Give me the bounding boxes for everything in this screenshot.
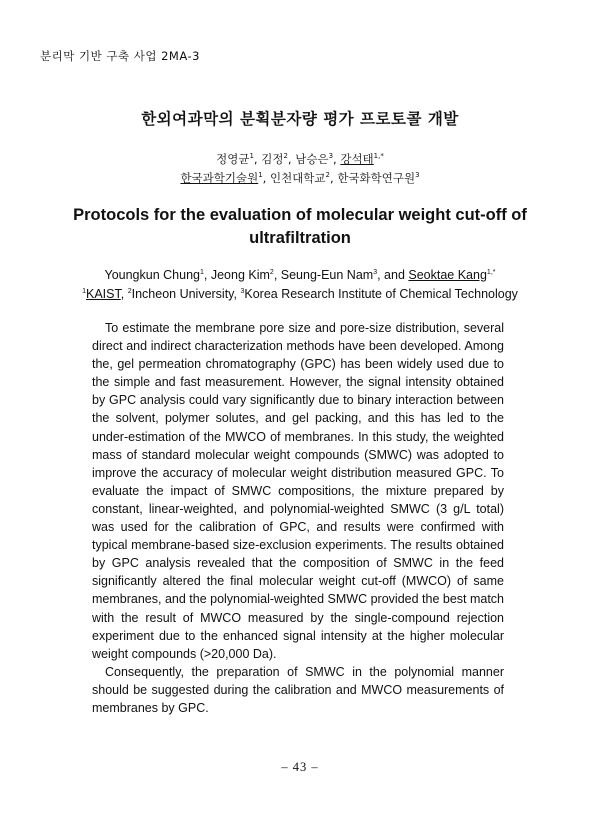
korean-title: 한외여과막의 분획분자량 평가 프로토콜 개발	[141, 110, 459, 128]
english-affiliation: $^3$Korea Research Institute of Chemical Technology	[240, 287, 518, 301]
english-author: Jeong Kim$^2$,	[210, 268, 281, 282]
abstract	[92, 319, 504, 717]
english-title: Protocols for the evaluation of molecular weight cut-off of ultrafiltration	[73, 206, 527, 247]
korean-affiliation: 인천대학교$^2$,	[269, 171, 338, 185]
korean-affiliation: 한국화학연구원$^3$	[337, 171, 420, 185]
korean-corresponding-author: 강석태$^{1,*}$	[340, 152, 384, 166]
korean-author: 김정$^2$,	[261, 152, 296, 166]
korean-author: 남승은$^3$,	[295, 152, 341, 166]
english-affiliation-list	[0, 287, 600, 301]
series-header: 분리막 기반 구축 사업 2MA-3	[40, 49, 200, 63]
korean-author-list	[0, 151, 600, 167]
english-affiliation: $^2$Incheon University,	[127, 287, 241, 301]
abstract-paragraph: To estimate the membrane pore size and pore-size distribution, several direct and indirect characterization methods have been developed. Among the, gel permeation chromatography (GPC) has been widely used due to the simple and fast measurement. However, the signal intensity obtained by GPC analysis could vary significantly due to binary interaction between the solvent, polymer solutes, and gel packing, and this has led to the under-estimation of the MWCO of membranes. In this study, the weighted mass of standard molecular weight compounds (SMWC) was adopted to improve the accuracy of molecular weight distribution measured GPC. To evaluate the impact of SMWC compositions, the mixture prepared by constant, linear-weighted, and polynomial-weighted SMWC (3 g/L total) was used for the calibration of GPC, and results were confirmed with typical membrane-based size-exclusion experiments. The results obtained by GPC analysis revealed that the composition of SMWC in the feed significantly altered the final molecular weight cut-off (MWCO) of same membranes, and the polynomial-weighted SMWC provided the best match with the result of MWCO measured by the single-compound rejection experiment due to the enhanced signal intensity at the higher molecular weight compounds (>20,000 Da).	[92, 321, 505, 661]
english-author: Seung-Eun Nam$^3$, and	[280, 268, 409, 282]
korean-affiliation: 한국과학기술원$^1$,	[180, 171, 270, 185]
english-affiliation: $^1$KAIST,	[82, 287, 128, 301]
page-number: – 43 –	[281, 760, 319, 774]
english-author-list	[0, 268, 600, 282]
korean-author: 정영균$^1$,	[216, 152, 262, 166]
english-corresponding-author: Seoktae Kang$^{1,*}$	[408, 268, 496, 282]
korean-affiliation-list	[0, 170, 600, 186]
english-author: Youngkun Chung$^1$,	[104, 268, 211, 282]
abstract-paragraph: Consequently, the preparation of SMWC in the polynomial manner should be suggested during the calibration and MWCO measurements of membranes by GPC.	[92, 664, 504, 715]
